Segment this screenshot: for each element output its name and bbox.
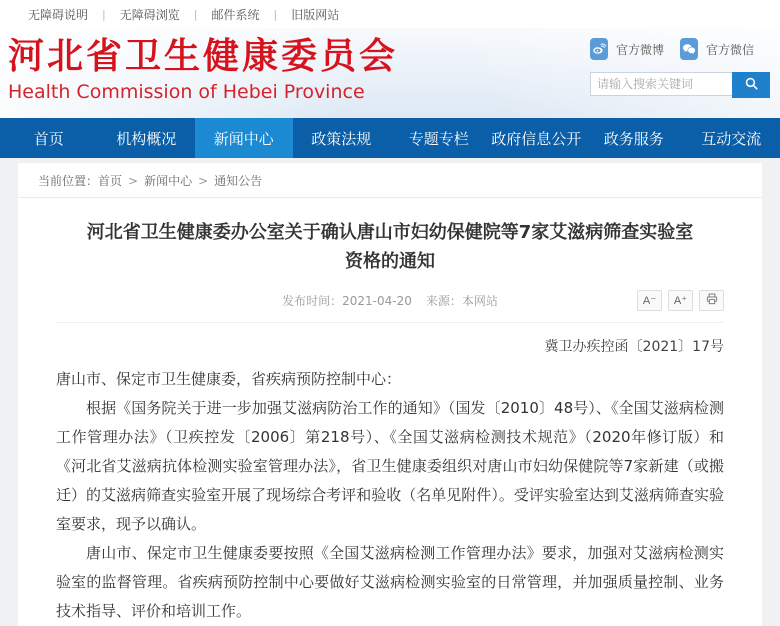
nav-item-org-overview[interactable]: 机构概况 <box>98 118 196 158</box>
site-banner <box>0 28 780 118</box>
nav-item-interaction[interactable]: 互动交流 <box>683 118 780 158</box>
topbar-link-accessibility-browse[interactable]: 无障碍浏览 <box>120 6 180 23</box>
nav-item-news-center[interactable]: 新闻中心 <box>195 118 293 158</box>
topbar-separator: | <box>102 8 106 21</box>
font-increase-button[interactable]: A⁺ <box>668 290 693 311</box>
topbar-link-mail-system[interactable]: 邮件系统 <box>211 6 259 23</box>
source-value: 本网站 <box>462 294 498 308</box>
nav-item-special-topics[interactable]: 专题专栏 <box>390 118 488 158</box>
breadcrumb-item-notices[interactable]: 通知公告 <box>214 174 262 188</box>
article-paragraph: 唐山市、保定市卫生健康委要按照《全国艾滋病检测工作管理办法》要求，加强对艾滋病检测实验室的监督管理。省疾病预防控制中心要做好艾滋病检测实验室的日常管理，并加强质量控制、业务技术指导、评价和培训工作。 <box>56 539 724 626</box>
topbar-separator: | <box>194 8 198 21</box>
nav-item-gov-info[interactable]: 政府信息公开 <box>488 118 586 158</box>
source-label: 来源： <box>426 294 462 308</box>
search-icon <box>743 75 760 95</box>
search-button[interactable] <box>732 72 770 98</box>
search-input[interactable] <box>590 72 732 96</box>
breadcrumb-separator: > <box>128 174 138 188</box>
article-meta <box>56 290 724 323</box>
topbar-link-accessibility-info[interactable]: 无障碍说明 <box>28 6 88 23</box>
social-links <box>590 36 770 62</box>
nav-item-gov-services[interactable]: 政务服务 <box>585 118 683 158</box>
breadcrumb-prefix: 当前位置： <box>38 174 98 188</box>
nav-item-home[interactable]: 首页 <box>0 118 98 158</box>
breadcrumb-separator: > <box>198 174 208 188</box>
wechat-icon[interactable] <box>680 38 698 60</box>
site-title-en: Health Commission of Hebei Province <box>8 80 398 104</box>
article-title: 河北省卫生健康委办公室关于确认唐山市妇幼保健院等7家艾滋病筛查实验室资格的通知 <box>86 218 694 276</box>
breadcrumb <box>18 163 762 198</box>
weibo-icon[interactable] <box>590 38 608 60</box>
topbar <box>0 0 780 28</box>
article-paragraph: 根据《国务院关于进一步加强艾滋病防治工作的通知》（国发〔2010〕48号）、《全国艾滋病检测工作管理办法》（卫疾控发〔2006〕第218号）、《全国艾滋病检测技术规范》（2020年修订版）和《河北省艾滋病抗体检测实验室管理办法》，省卫生健康委组织对唐山市妇幼保健院等7家新建（或搬迁）的艾滋病筛查实验室开展了现场综合考评和验收（名单见附件）。受评实验室达到艾滋病筛查实验室要求，现予以确认。 <box>56 394 724 539</box>
publish-time-label: 发布时间： <box>282 294 342 308</box>
article-body <box>56 365 724 626</box>
topbar-separator: | <box>273 8 277 21</box>
site-logo[interactable] <box>8 36 398 104</box>
breadcrumb-item-home[interactable]: 首页 <box>98 174 122 188</box>
wechat-label[interactable]: 官方微信 <box>706 41 754 58</box>
breadcrumb-item-news-center[interactable]: 新闻中心 <box>144 174 192 188</box>
article-paragraph: 唐山市、保定市卫生健康委，省疾病预防控制中心： <box>56 365 724 394</box>
search-bar <box>590 72 770 98</box>
font-decrease-button[interactable]: A⁻ <box>637 290 662 311</box>
publish-time: 2021-04-20 <box>342 294 412 308</box>
print-button[interactable] <box>699 290 724 311</box>
header-right <box>590 36 770 98</box>
nav-item-policies[interactable]: 政策法规 <box>293 118 391 158</box>
article-tools <box>637 290 724 311</box>
article <box>18 218 762 626</box>
site-title-cn: 河北省卫生健康委员会 <box>8 36 398 78</box>
topbar-link-old-site[interactable]: 旧版网站 <box>291 6 339 23</box>
print-icon <box>705 292 719 309</box>
main-nav <box>0 118 780 158</box>
content-panel <box>18 163 762 626</box>
weibo-label[interactable]: 官方微博 <box>616 41 664 58</box>
document-number: 冀卫办疾控函〔2021〕17号 <box>56 335 724 359</box>
